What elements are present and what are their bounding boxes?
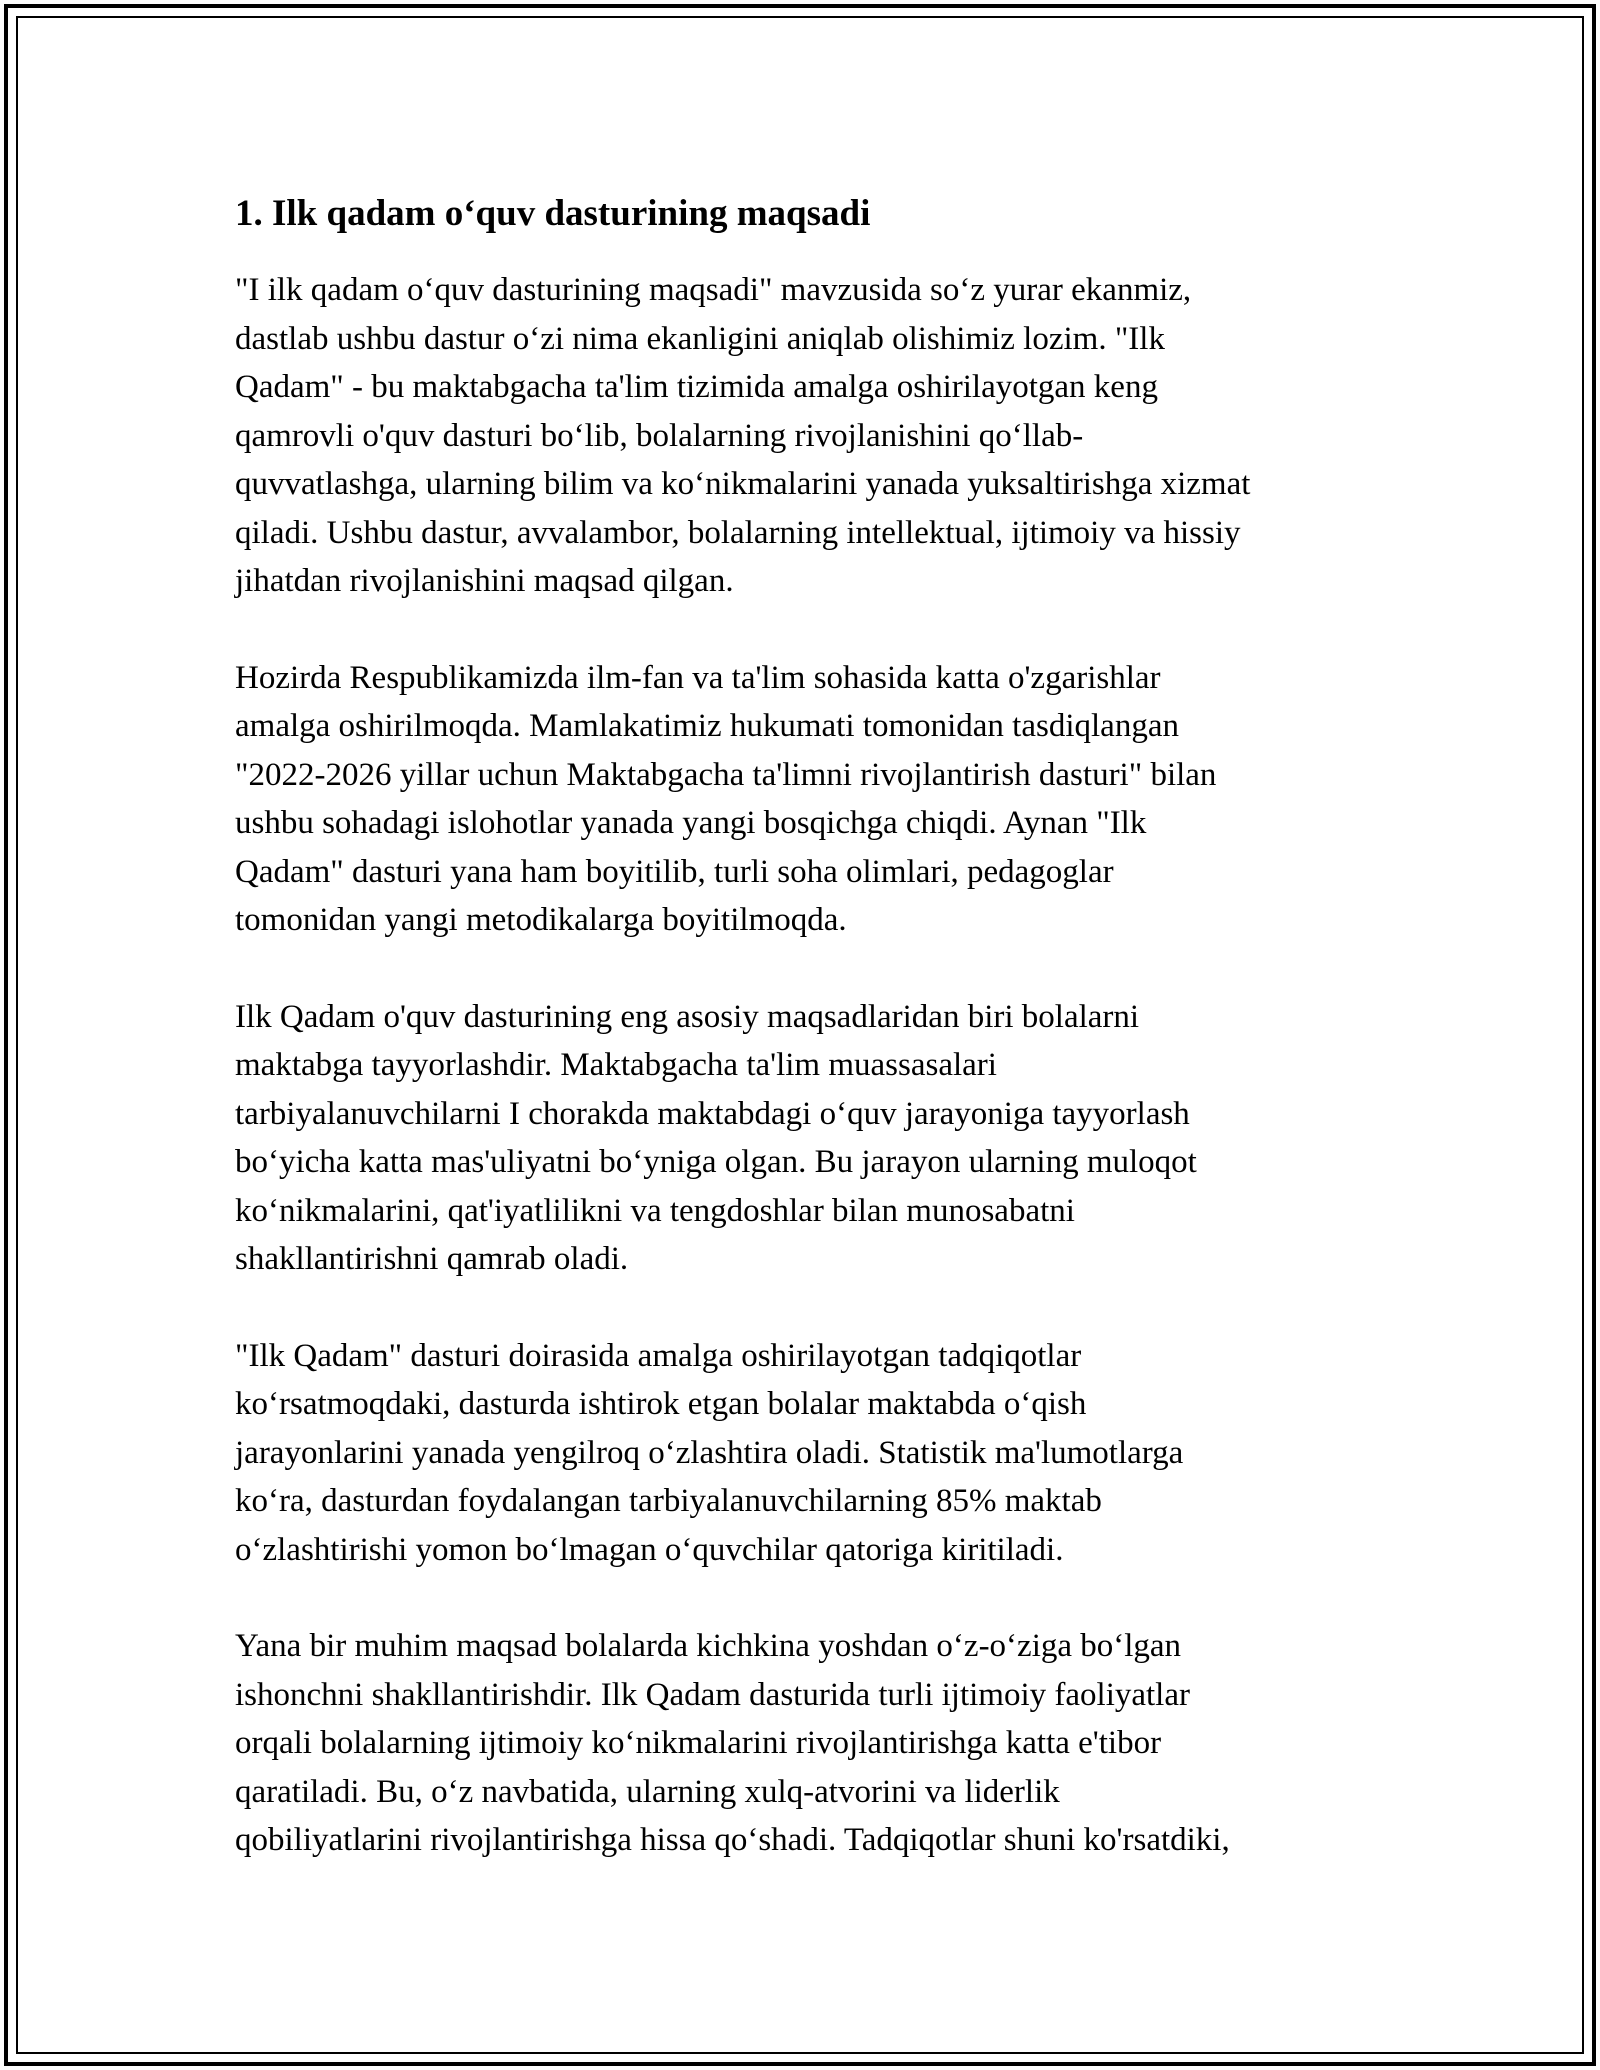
text-line: orqali bolalarning ijtimoiy ko‘nikmalarini rivojlantirishga katta e'tibor	[235, 1725, 1162, 1761]
text-line: "Ilk Qadam" dasturi doirasida amalga oshirilayotgan tadqiqotlar	[235, 1337, 1082, 1374]
text-line: qobiliyatlarini rivojlantirishga hissa qo‘shadi. Tadqiqotlar shuni ko'rsatdiki,	[235, 1822, 1230, 1858]
text-line: o‘zlashtirishi yomon bo‘lmagan o‘quvchilar qatoriga kiritiladi.	[235, 1531, 1064, 1568]
text-line: tarbiyalanuvchilarni I chorakda maktabdagi o‘quv jarayoniga tayyorlash	[235, 1095, 1190, 1132]
text-line: Yana bir muhim maqsad bolalarda kichkina yoshdan o‘z-o‘ziga bo‘lgan	[235, 1628, 1182, 1664]
text-line: ko‘nikmalarini, qat'iyatlilikni va tengdoshlar bilan munosabatni	[235, 1192, 1075, 1229]
text-line: ishonchni shakllantirishdir. Ilk Qadam dasturida turli ijtimoiy faoliyatlar	[235, 1676, 1190, 1713]
text-line: dastlab ushbu dastur o‘zi nima ekanligini aniqlab olishimiz lozim. "Ilk	[235, 320, 1165, 357]
paragraph-3	[235, 993, 1370, 1284]
text-line: ushbu sohadagi islohotlar yanada yangi bosqichga chiqdi. Aynan "Ilk	[235, 805, 1147, 841]
text-line: "2022-2026 yillar uchun Maktabgacha ta'limni rivojlantirish dasturi" bilan	[235, 756, 1217, 793]
text-line: qaratiladi. Bu, o‘z navbatida, ularning xulq-atvorini va liderlik	[235, 1773, 1060, 1810]
section-heading: 1. Ilk qadam o‘quv dasturining maqsadi	[235, 193, 871, 234]
text-line: "I ilk qadam o‘quv dasturining maqsadi" mavzusida so‘z yurar ekanmiz,	[235, 272, 1192, 308]
text-line: qiladi. Ushbu dastur, avvalambor, bolalarning intellektual, ijtimoiy va hissiy	[235, 514, 1241, 551]
text-line: tomonidan yangi metodikalarga boyitilmoqda.	[235, 902, 847, 938]
paragraph-1	[235, 266, 1370, 606]
text-line: ko‘ra, dasturdan foydalangan tarbiyalanuvchilarning 85% maktab	[235, 1483, 1102, 1519]
text-line: maktabga tayyorlashdir. Maktabgacha ta'lim muassasalari	[235, 1047, 997, 1083]
text-line: Hozirda Respublikamizda ilm-fan va ta'lim sohasida katta o'zgarishlar	[235, 659, 1161, 696]
text-line: amalga oshirilmoqda. Mamlakatimiz hukumati tomonidan tasdiqlangan	[235, 708, 1179, 744]
text-line: Ilk Qadam o'quv dasturining eng asosiy maqsadlaridan biri bolalarni	[235, 998, 1140, 1035]
text-line: bo‘yicha katta mas'uliyatni bo‘yniga olgan. Bu jarayon ularning muloqot	[235, 1144, 1197, 1180]
text-line: Qadam" - bu maktabgacha ta'lim tizimida amalga oshirilayotgan keng	[235, 369, 1158, 405]
paragraph-5	[235, 1622, 1370, 1865]
paragraph-2	[235, 654, 1370, 945]
text-line: qamrovli o'quv dasturi bo‘lib, bolalarning rivojlanishini qo‘llab-	[235, 417, 1084, 454]
text-line: quvvatlashga, ularning bilim va ko‘nikmalarini yanada yuksaltirishga xizmat	[235, 466, 1251, 502]
text-line: Qadam" dasturi yana ham boyitilib, turli soha olimlari, pedagoglar	[235, 853, 1114, 890]
text-line: shakllantirishni qamrab oladi.	[235, 1241, 629, 1277]
text-line: jihatdan rivojlanishini maqsad qilgan.	[235, 563, 734, 599]
paragraph-4	[235, 1332, 1370, 1575]
document-body	[235, 188, 1370, 1913]
text-line: jarayonlarini yanada yengilroq o‘zlashtira oladi. Statistik ma'lumotlarga	[235, 1434, 1184, 1471]
text-line: ko‘rsatmoqdaki, dasturda ishtirok etgan bolalar maktabda o‘qish	[235, 1386, 1087, 1422]
